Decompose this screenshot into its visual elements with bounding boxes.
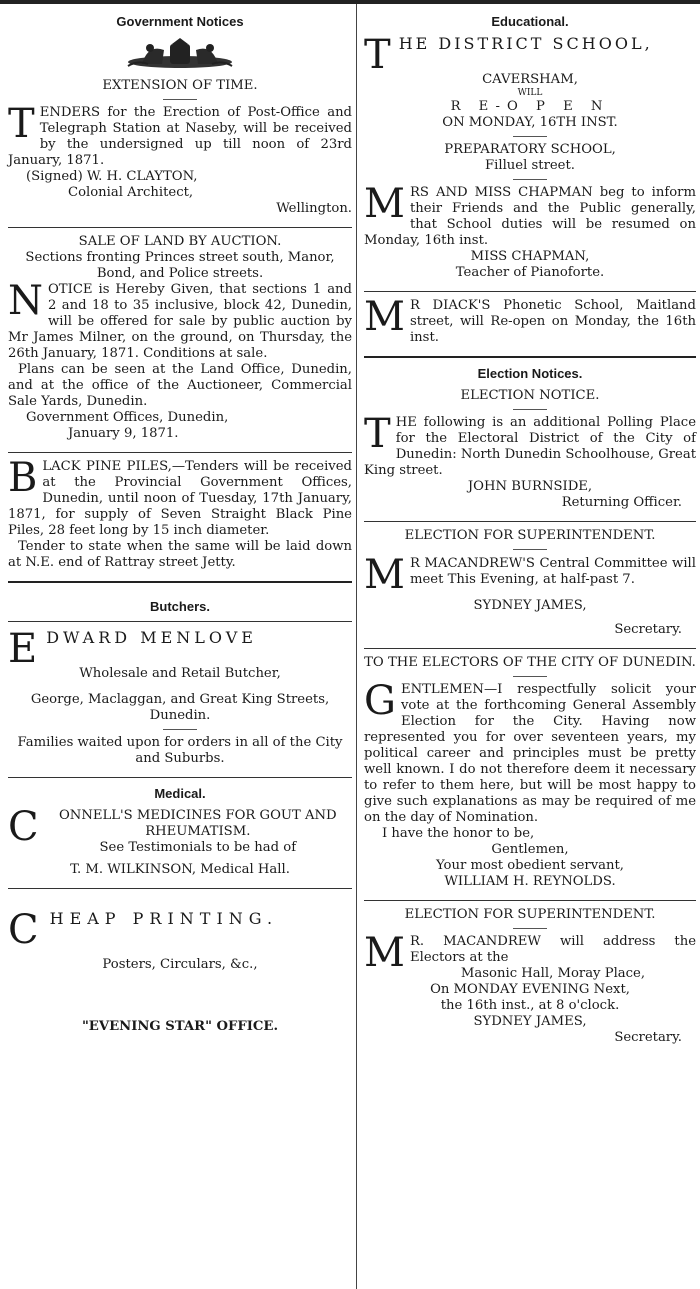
drop-cap: T	[8, 101, 35, 147]
school-place: CAVERSHAM,	[482, 72, 578, 87]
short-rule	[513, 928, 547, 929]
gentlemen-body: ENTLEMEN—I respectfully solicit your vote at the forthcoming General Assembly Election for the City. Having now represented you for over seventeen years, my political career and principles must be pretty well known. I do not therefore deem it necessary to refer to them here, but will be most happy to give such explanations as may be required of me on the day of Nomination.	[364, 682, 696, 825]
menlove-name-line	[8, 626, 352, 672]
section-rule	[364, 521, 696, 522]
short-rule	[513, 676, 547, 677]
superintendent2-title: ELECTION FOR SUPERINTENDENT.	[404, 907, 656, 922]
school-title: HE DISTRICT SCHOOL,	[398, 34, 653, 53]
land-sale-plans: Plans can be seen at the Land Office, Dunedin, and at the office of the Auctioneer, Commercial Sale Yards, Dunedin.	[8, 362, 352, 409]
menlove-streets: George, Maclaggan, and Great King Streets, Dunedin.	[30, 692, 330, 723]
extension-signed: (Signed) W. H. CLAYTON,	[26, 169, 198, 184]
macandrew-secretary-name: SYDNEY JAMES,	[473, 598, 587, 613]
prep-title: PREPARATORY SCHOOL,	[444, 142, 616, 157]
chapman-role: Teacher of Pianoforte.	[455, 265, 605, 280]
extension-notice	[8, 101, 352, 169]
macandrew-time: the 16th inst., at 8 o'clock.	[440, 998, 620, 1013]
section-rule	[8, 777, 352, 778]
short-rule	[163, 99, 197, 100]
land-sale-subtitle: Sections fronting Princes street south, Manor, Bond, and Police streets.	[25, 250, 335, 281]
right-column	[364, 6, 696, 1046]
chapman-body: RS AND MISS CHAPMAN beg to inform their Friends and the Public generally, that School duties will be resumed on Monday, 16th inst.	[364, 185, 696, 248]
drop-cap: M	[364, 930, 405, 976]
royal-crest-icon	[120, 36, 240, 74]
gentlemen-letter	[364, 678, 696, 826]
connell-title: ONNELL'S MEDICINES FOR GOUT AND RHEUMATISM.	[58, 808, 337, 839]
section-rule	[8, 581, 352, 583]
land-sale-from: Government Offices, Dunedin,	[26, 410, 229, 425]
short-rule	[163, 729, 197, 730]
prep-street: Filluel street.	[485, 158, 575, 173]
election-notices-heading: Election Notices.	[477, 366, 583, 381]
drop-cap: T	[364, 411, 391, 457]
printing-items: Posters, Circulars, &c.,	[102, 957, 258, 972]
section-rule	[364, 356, 696, 358]
short-rule	[513, 136, 547, 137]
land-sale-body: OTICE is Hereby Given, that sections 1 and 2 and 18 to 35 inclusive, block 42, Dunedin, will be offered for sale by public auction by Mr James Milner, on the ground, on Thursday, the 26th January, 1871. Conditions at sale.	[8, 282, 352, 361]
school-date: ON MONDAY, 16TH INST.	[442, 115, 618, 130]
section-rule	[364, 900, 696, 901]
short-rule	[513, 179, 547, 180]
land-sale-date: January 9, 1871.	[68, 426, 179, 441]
gentlemen-servant: Your most obedient servant,	[436, 858, 624, 873]
drop-cap: B	[8, 455, 38, 501]
pine-piles-notice	[8, 455, 352, 539]
macandrew-secretary-role: Secretary.	[614, 622, 682, 637]
chapman-notice	[364, 181, 696, 249]
educational-heading: Educational.	[491, 14, 569, 29]
drop-cap: N	[8, 278, 43, 324]
menlove-name: DWARD MENLOVE	[46, 628, 257, 647]
drop-cap: M	[364, 552, 405, 598]
gentlemen-salutation: Gentlemen,	[491, 842, 569, 857]
pine-piles-body: LACK PINE PILES,—Tenders will be received at the Provincial Government Offices, Dunedin, until noon of Tuesday, 17th January, 1871, for supply of Seven Straight Black Pine Piles, 28 feet long by 15 inch diameter.	[8, 459, 352, 538]
section-rule	[8, 888, 352, 889]
chapman-name: MISS CHAPMAN,	[470, 249, 590, 264]
school-will: WILL	[517, 88, 543, 98]
drop-cap: M	[364, 181, 405, 227]
printing-title: HEAP PRINTING.	[49, 909, 279, 928]
macandrew-committee	[364, 552, 696, 598]
drop-cap: T	[364, 32, 394, 78]
macandrew-address-body: R. MACANDREW will address the Electors at the	[409, 934, 696, 965]
drop-cap: E	[8, 626, 42, 672]
government-notices-heading: Government Notices	[116, 14, 244, 29]
polling-officer-role: Returning Officer.	[561, 495, 682, 510]
column-divider	[356, 4, 357, 1289]
printing-title-line	[8, 907, 352, 953]
macandrew-committee-body: R MACANDREW'S Central Committee will meet This Evening, at half-past 7.	[409, 556, 696, 587]
gentlemen-honor: I have the honor to be,	[382, 826, 535, 841]
extension-place: Wellington.	[276, 201, 352, 216]
extension-office: Colonial Architect,	[68, 185, 194, 200]
diack-notice	[364, 294, 696, 346]
top-rule	[0, 0, 700, 4]
macandrew-when: On MONDAY EVENING Next,	[430, 982, 630, 997]
pine-piles-tender: Tender to state when the same will be laid down at N.E. end of Rattray street Jetty.	[8, 539, 352, 570]
butchers-heading: Butchers.	[150, 599, 210, 614]
school-title-line	[364, 32, 696, 78]
land-sale-notice	[8, 278, 352, 362]
short-rule	[513, 549, 547, 550]
superintendent-title: ELECTION FOR SUPERINTENDENT.	[404, 528, 656, 543]
macandrew2-secretary-name: SYDNEY JAMES,	[473, 1014, 587, 1029]
polling-notice	[364, 411, 697, 479]
land-sale-title: SALE OF LAND BY AUCTION.	[78, 234, 282, 249]
section-rule	[8, 621, 352, 622]
drop-cap: C	[8, 804, 39, 850]
drop-cap: M	[364, 294, 405, 340]
gentlemen-signature: WILLIAM H. REYNOLDS.	[444, 874, 616, 889]
short-rule	[513, 409, 547, 410]
extension-title: EXTENSION OF TIME.	[102, 78, 258, 93]
printing-office: "EVENING STAR" OFFICE.	[81, 1019, 279, 1034]
polling-officer-name: JOHN BURNSIDE,	[467, 479, 593, 494]
drop-cap: G	[364, 678, 396, 724]
polling-body: HE following is an additional Polling Place for the Electoral District of the City of Dunedin: North Dunedin Schoolhouse, Great King street.	[364, 415, 697, 478]
menlove-families: Families waited upon for orders in all of the City and Suburbs.	[17, 735, 343, 766]
section-rule	[8, 452, 352, 453]
school-reopen: R E-O P E N	[450, 99, 610, 114]
drop-cap: C	[8, 907, 45, 953]
polling-title: ELECTION NOTICE.	[460, 388, 600, 403]
diack-body: R DIACK'S Phonetic School, Maitland street, will Re-open on Monday, the 16th inst.	[409, 298, 696, 345]
connell-agent: T. M. WILKINSON, Medical Hall.	[70, 862, 290, 877]
connell-testimonials: See Testimonials to be had of	[99, 840, 297, 855]
macandrew2-secretary-role: Secretary.	[614, 1030, 682, 1045]
medical-heading: Medical.	[154, 786, 206, 801]
section-rule	[364, 648, 696, 649]
electors-title: TO THE ELECTORS OF THE CITY OF DUNEDIN.	[364, 655, 696, 670]
section-rule	[8, 227, 352, 228]
extension-body: ENDERS for the Erection of Post-Office and Telegraph Station at Naseby, will be received by the undersigned up till noon of 23rd January, 1871.	[8, 105, 352, 168]
left-column	[8, 6, 352, 1035]
menlove-trade: Wholesale and Retail Butcher,	[79, 666, 281, 681]
section-rule	[364, 291, 696, 292]
macandrew-hall: Masonic Hall, Moray Place,	[460, 966, 646, 981]
